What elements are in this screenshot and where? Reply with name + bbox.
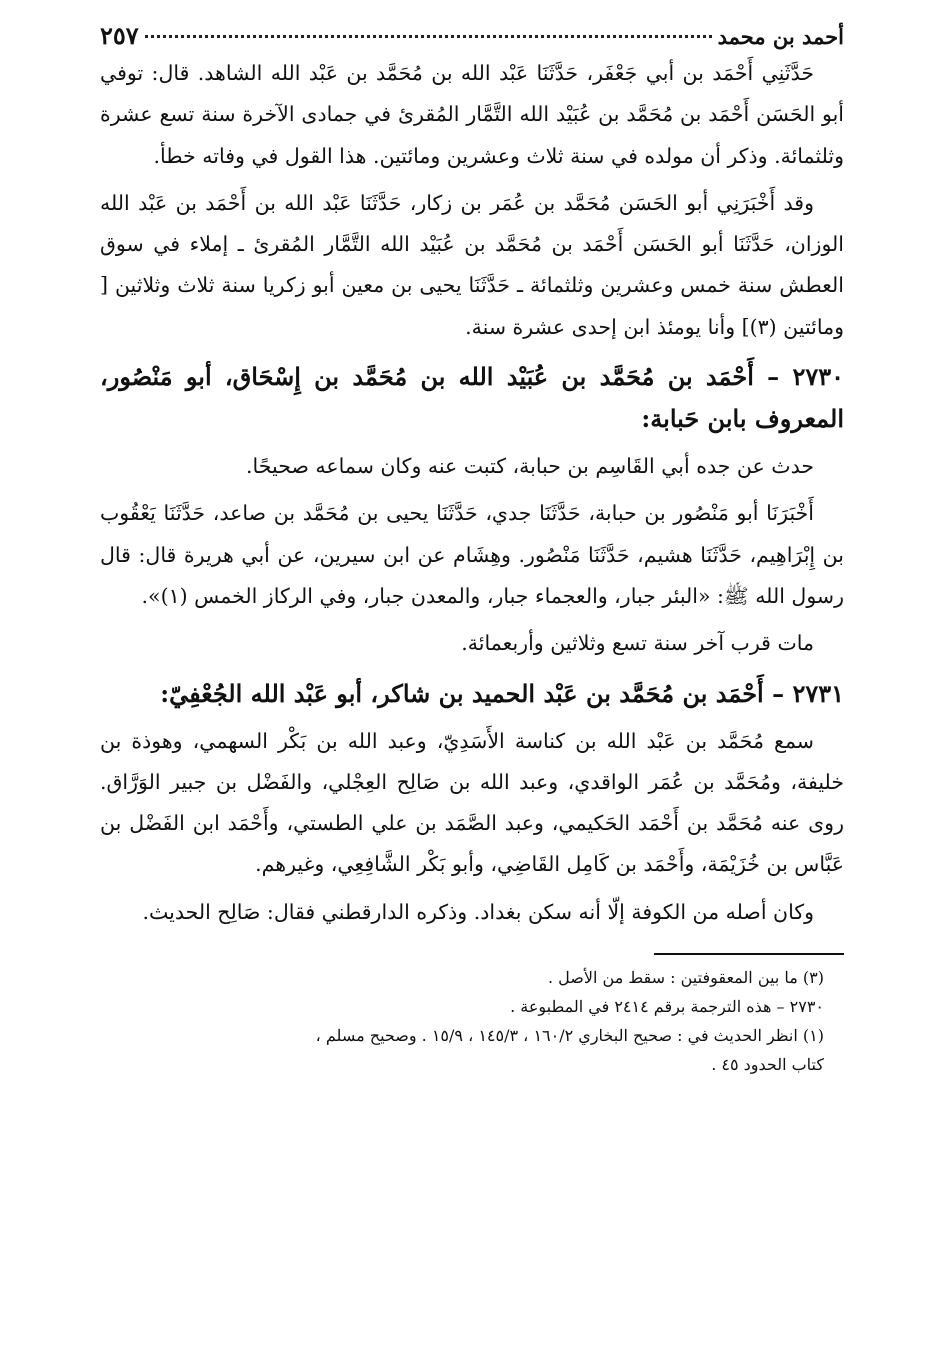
entry-paragraph: سمع مُحَمَّد بن عَبْد الله بن كناسة الأَسَدِيّ، وعبد الله بن بَكْر السهمي، وهوذة بن خليفة، ومُحَمَّد بن عُمَر الواقدي، وعبد الله بن صَالِح العِجْلي، والفَضْل بن جبير الوَرَّاق. روى عنه مُحَمَّد بن أَحْمَد الحَكيمي، وعبد الصَّمَد بن علي الطستي، وأَحْمَد ابن الفَضْل بن عَبَّاس بن خُزَيْمَة، وأَحْمَد بن كَامِل القَاضِي، وأبو بَكْر الشَّافِعِي، وغيرهم.	[100, 728, 844, 877]
entry-paragraph: وكان أصله من الكوفة إلّا أنه سكن بغداد. وذكره الدارقطني فقال: صَالِح الحديث.	[142, 899, 814, 924]
footnote-continuation: كتاب الحدود ٤٥ .	[711, 1055, 824, 1075]
running-header	[100, 20, 844, 53]
footnote: ٢٧٣٠ – هذه الترجمة برقم ٢٤١٤ في المطبوعة .	[510, 997, 824, 1017]
footnote-separator	[654, 953, 844, 955]
entry-heading: ٢٧٣٠ – أَحْمَد بن مُحَمَّد بن عُبَيْد الله بن مُحَمَّد بن إِسْحَاق، أبو مَنْصُور، المعروف بابن حَبابة:	[100, 362, 844, 434]
running-title: أحمد بن محمد	[717, 24, 844, 49]
entry-heading: ٢٧٣١ – أَحْمَد بن مُحَمَّد بن عَبْد الحميد بن شاكر، أبو عَبْد الله الجُعْفِيّ:	[160, 678, 844, 708]
page-number: ٢٥٧	[100, 21, 139, 50]
body-paragraph: وقد أَخْبَرَنِي أبو الحَسَن مُحَمَّد بن عُمَر بن زكار، حَدَّثَنَا عَبْد الله بن أَحْمَد بن عَبْد الله الوزان، حَدَّثَنَا أبو الحَسَن أَحْمَد بن مُحَمَّد بن عُبَيْد الله التَّمَّار المُقرئ ـ إملاء في سوق العطش سنة خمس وعشرين وثلثمائة ـ حَدَّثَنَا يحيى بن معين أبو زكريا سنة ثلاث وثلاثين [ ومائتين (٣)] وأنا يومئذ ابن إحدى عشرة سنة.	[100, 190, 844, 339]
entry-paragraph: حدث عن جده أبي القَاسِم بن حبابة، كتبت عنه وكان سماعه صحيحًا.	[246, 454, 814, 479]
footnote: (٣) ما بين المعقوفتين : سقط من الأصل .	[548, 968, 824, 988]
dotted-leader	[145, 35, 712, 38]
entry-paragraph: مات قرب آخر سنة تسع وثلاثين وأربعمائة.	[461, 631, 814, 656]
body-paragraph: حَدَّثَنِي أَحْمَد بن أبي جَعْفَر، حَدَّثَنَا عَبْد الله بن مُحَمَّد بن عَبْد الله الشاهد. قال: توفي أبو الحَسَن أَحْمَد بن مُحَمَّد بن عُبَيْد الله التَّمَّار المُقرئ في جمادى الآخرة سنة تسع عشرة وثلثمائة. وذكر أن مولده في سنة ثلاث وعشرين ومائتين. هذا القول في وفاته خطأ.	[100, 61, 844, 168]
entry-paragraph: أَخْبَرَنَا أبو مَنْصُور بن حبابة، حَدَّثَنَا جدي، حَدَّثَنَا يحيى بن مُحَمَّد بن صاعد، حَدَّثَنَا يَعْقُوب بن إِبْرَاهِيم، حَدَّثَنَا هشيم، حَدَّثَنَا مَنْصُور. وهِشَام عن ابن سيرين، عن أبي هريرة قال: قال رسول الله ﷺ: «البئر جبار، والعجماء جبار، والمعدن جبار، وفي الركاز الخمس (١)».	[100, 501, 844, 608]
footnote: (١) انظر الحديث في : صحيح البخاري ١٦٠/٢ ، ١٤٥/٣ ، ١٥/٩ . وصحيح مسلم ،	[315, 1026, 824, 1046]
